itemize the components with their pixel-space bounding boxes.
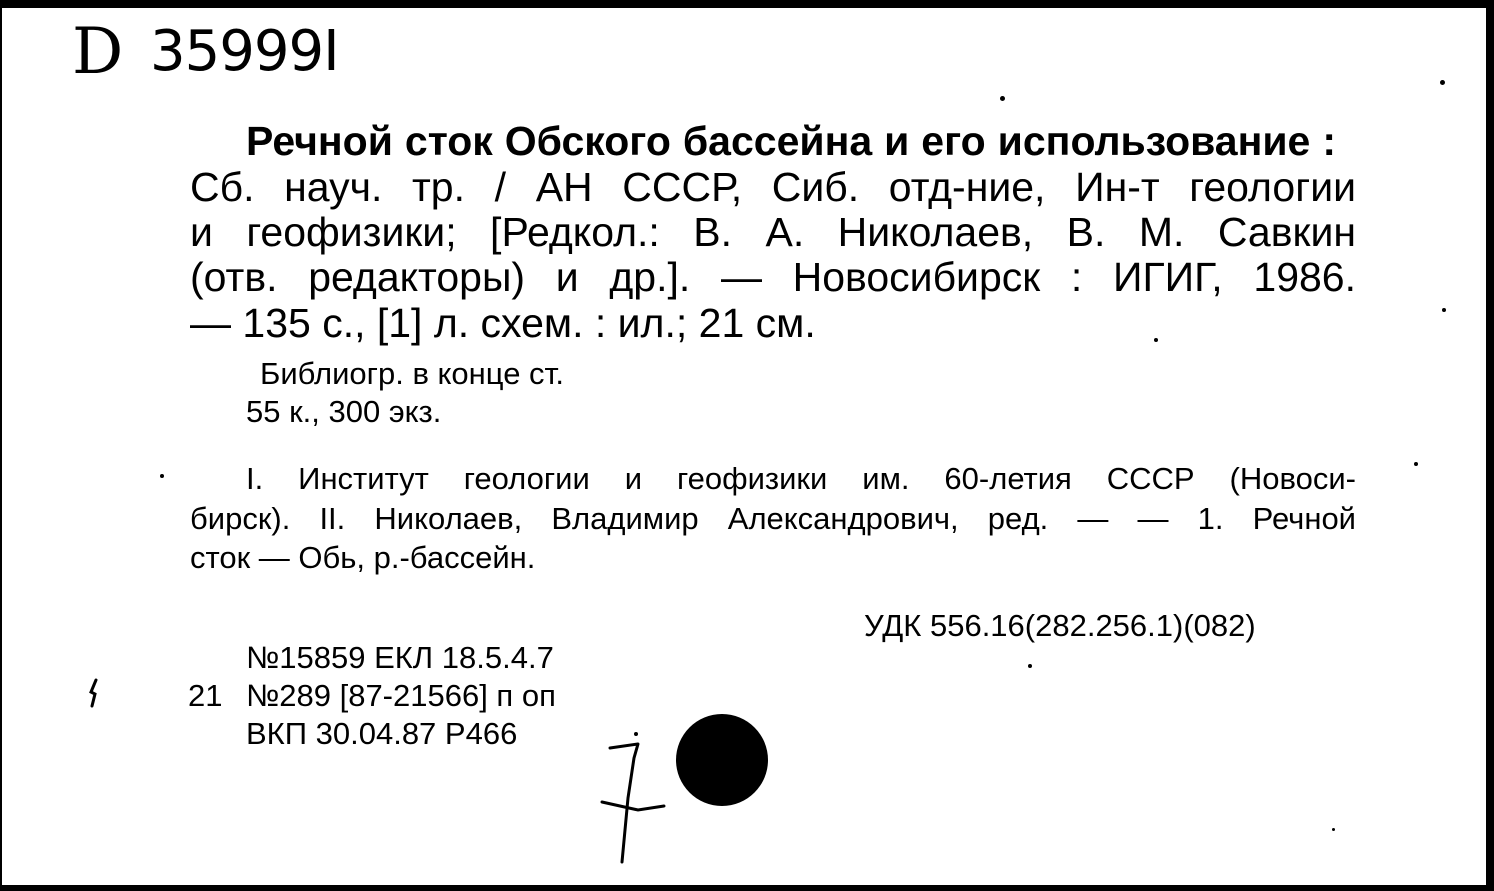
tracings-line-2: бирск). II. Николаев, Владимир Александрович, ред. — — 1. Речной xyxy=(190,501,1356,536)
title-line: Речной сток Обского бассейна и его использование : xyxy=(246,118,1336,164)
registry-code-line-3: ВКП 30.04.87 Р466 xyxy=(246,716,518,751)
title-block-line-2: Сб. науч. тр. / АН СССР, Сиб. отд-ние, Ин-т геологии xyxy=(190,164,1356,210)
tracings-line-1: I. Институт геологии и геофизики им. 60-летия СССР (Новоси- xyxy=(246,461,1356,496)
bibliography-note: Библиогр. в конце ст. xyxy=(260,356,564,391)
ink-speck xyxy=(1000,96,1005,101)
catalog-number: 35999I xyxy=(150,19,339,84)
ink-speck xyxy=(1154,338,1158,342)
physical-description: — 135 с., [1] л. схем. : ил.; 21 см. xyxy=(190,300,816,346)
registry-code-line-2: №289 [87-21566] п оп xyxy=(246,678,556,713)
tracings-line-3: сток — Обь, р.-бассейн. xyxy=(190,540,536,575)
ink-speck xyxy=(1414,462,1418,466)
registry-code-line-1: №15859 ЕКЛ 18.5.4.7 xyxy=(246,640,554,675)
price-note: 55 к., 300 экз. xyxy=(246,394,442,429)
ink-speck xyxy=(1332,828,1335,831)
handwritten-seven-mark xyxy=(598,736,678,866)
ink-speck xyxy=(634,732,638,736)
ink-speck xyxy=(1440,80,1445,85)
handwritten-margin-mark xyxy=(86,678,102,708)
ink-speck xyxy=(160,474,164,478)
registry-code-prefix: 21 xyxy=(188,678,223,713)
handwritten-letter-mark: D xyxy=(72,15,125,89)
udk-classification: УДК 556.16(282.256.1)(082) xyxy=(864,608,1256,643)
title-block-line-3: и геофизики; [Редкол.: В. А. Николаев, В. М. Савкин xyxy=(190,209,1356,255)
punched-hole-dot xyxy=(676,714,768,806)
ink-speck xyxy=(1028,664,1032,668)
ink-speck xyxy=(1442,308,1446,312)
title-block-line-4: (отв. редакторы) и др.]. — Новосибирск : ИГИГ, 1986. xyxy=(190,254,1356,300)
